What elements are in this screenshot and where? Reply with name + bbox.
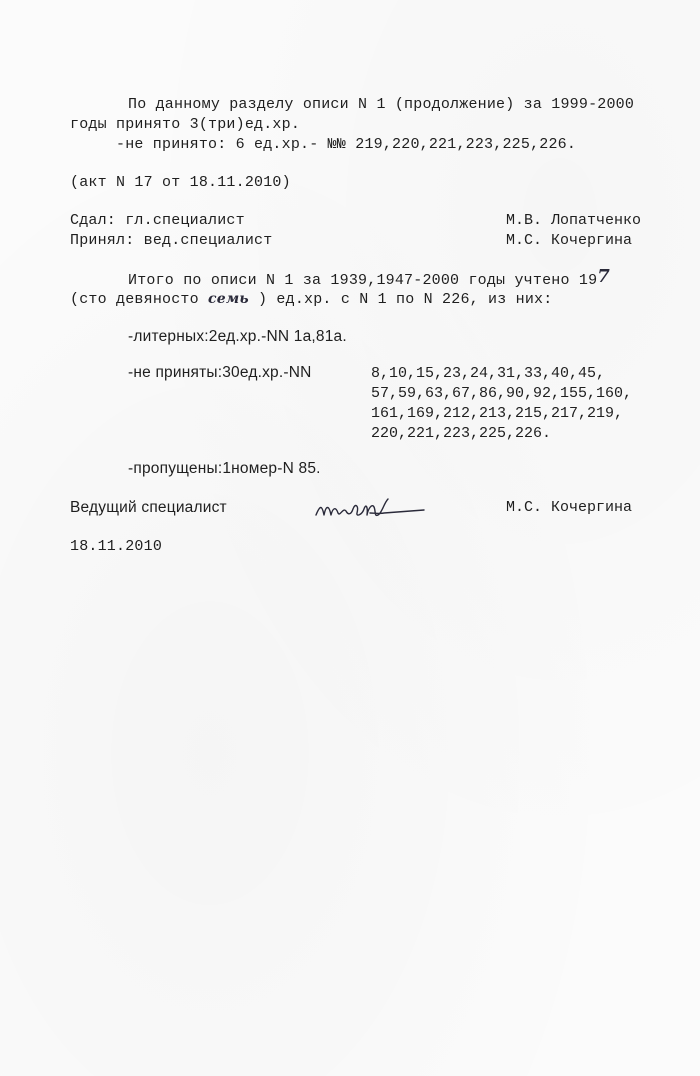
paragraph1-line1: По данному разделу описи N 1 (продолжение) за 1999-2000 <box>128 96 635 113</box>
handover-received-name: М.С. Кочергина <box>506 232 633 249</box>
not-accepted-numbers-line1: 8,10,15,23,24,31,33,40,45, <box>371 365 606 382</box>
not-accepted-numbers-line4: 220,221,223,225,226. <box>371 425 552 442</box>
summary-line2-end: ) ед.хр. с N 1 по N 226, из них: <box>248 291 553 308</box>
not-accepted-label: -не приняты:30ед.хр.-NN <box>128 364 312 381</box>
not-accepted-numbers-line3: 161,169,212,213,215,217,219, <box>371 405 624 422</box>
summary-line1-text: Итого по описи N 1 за 1939,1947-2000 годы учтено 19 <box>128 272 598 289</box>
handover-gave-name: М.В. Лопатченко <box>506 212 642 229</box>
literal-items: -литерных:2ед.хр.-NN 1а,81а. <box>128 328 347 345</box>
summary-line2-start: (сто девяносто <box>70 291 209 308</box>
act-reference: (акт N 17 от 18.11.2010) <box>70 174 291 191</box>
summary-line1 <box>128 266 611 290</box>
paragraph1-line2: годы принято 3(три)ед.хр. <box>70 116 301 133</box>
summary-handwritten-word: семь <box>208 291 249 307</box>
paragraph1-line3: -не принято: 6 ед.хр.- №№ 219,220,221,223,225,226. <box>116 136 577 153</box>
signoff-title: Ведущий специалист <box>70 499 227 516</box>
skipped-items: -пропущены:1номер-N 85. <box>128 460 321 477</box>
summary-line2 <box>70 290 552 309</box>
handover-gave-label: Сдал: гл.специалист <box>70 212 245 229</box>
document-date: 18.11.2010 <box>70 538 163 555</box>
handover-received-label: Принял: вед.специалист <box>70 232 273 249</box>
not-accepted-numbers-line2: 57,59,63,67,86,90,92,155,160, <box>371 385 633 402</box>
summary-handwritten-digit: 7 <box>597 266 611 287</box>
handwritten-signature-icon <box>312 493 432 525</box>
signoff-name: М.С. Кочергина <box>506 499 633 516</box>
